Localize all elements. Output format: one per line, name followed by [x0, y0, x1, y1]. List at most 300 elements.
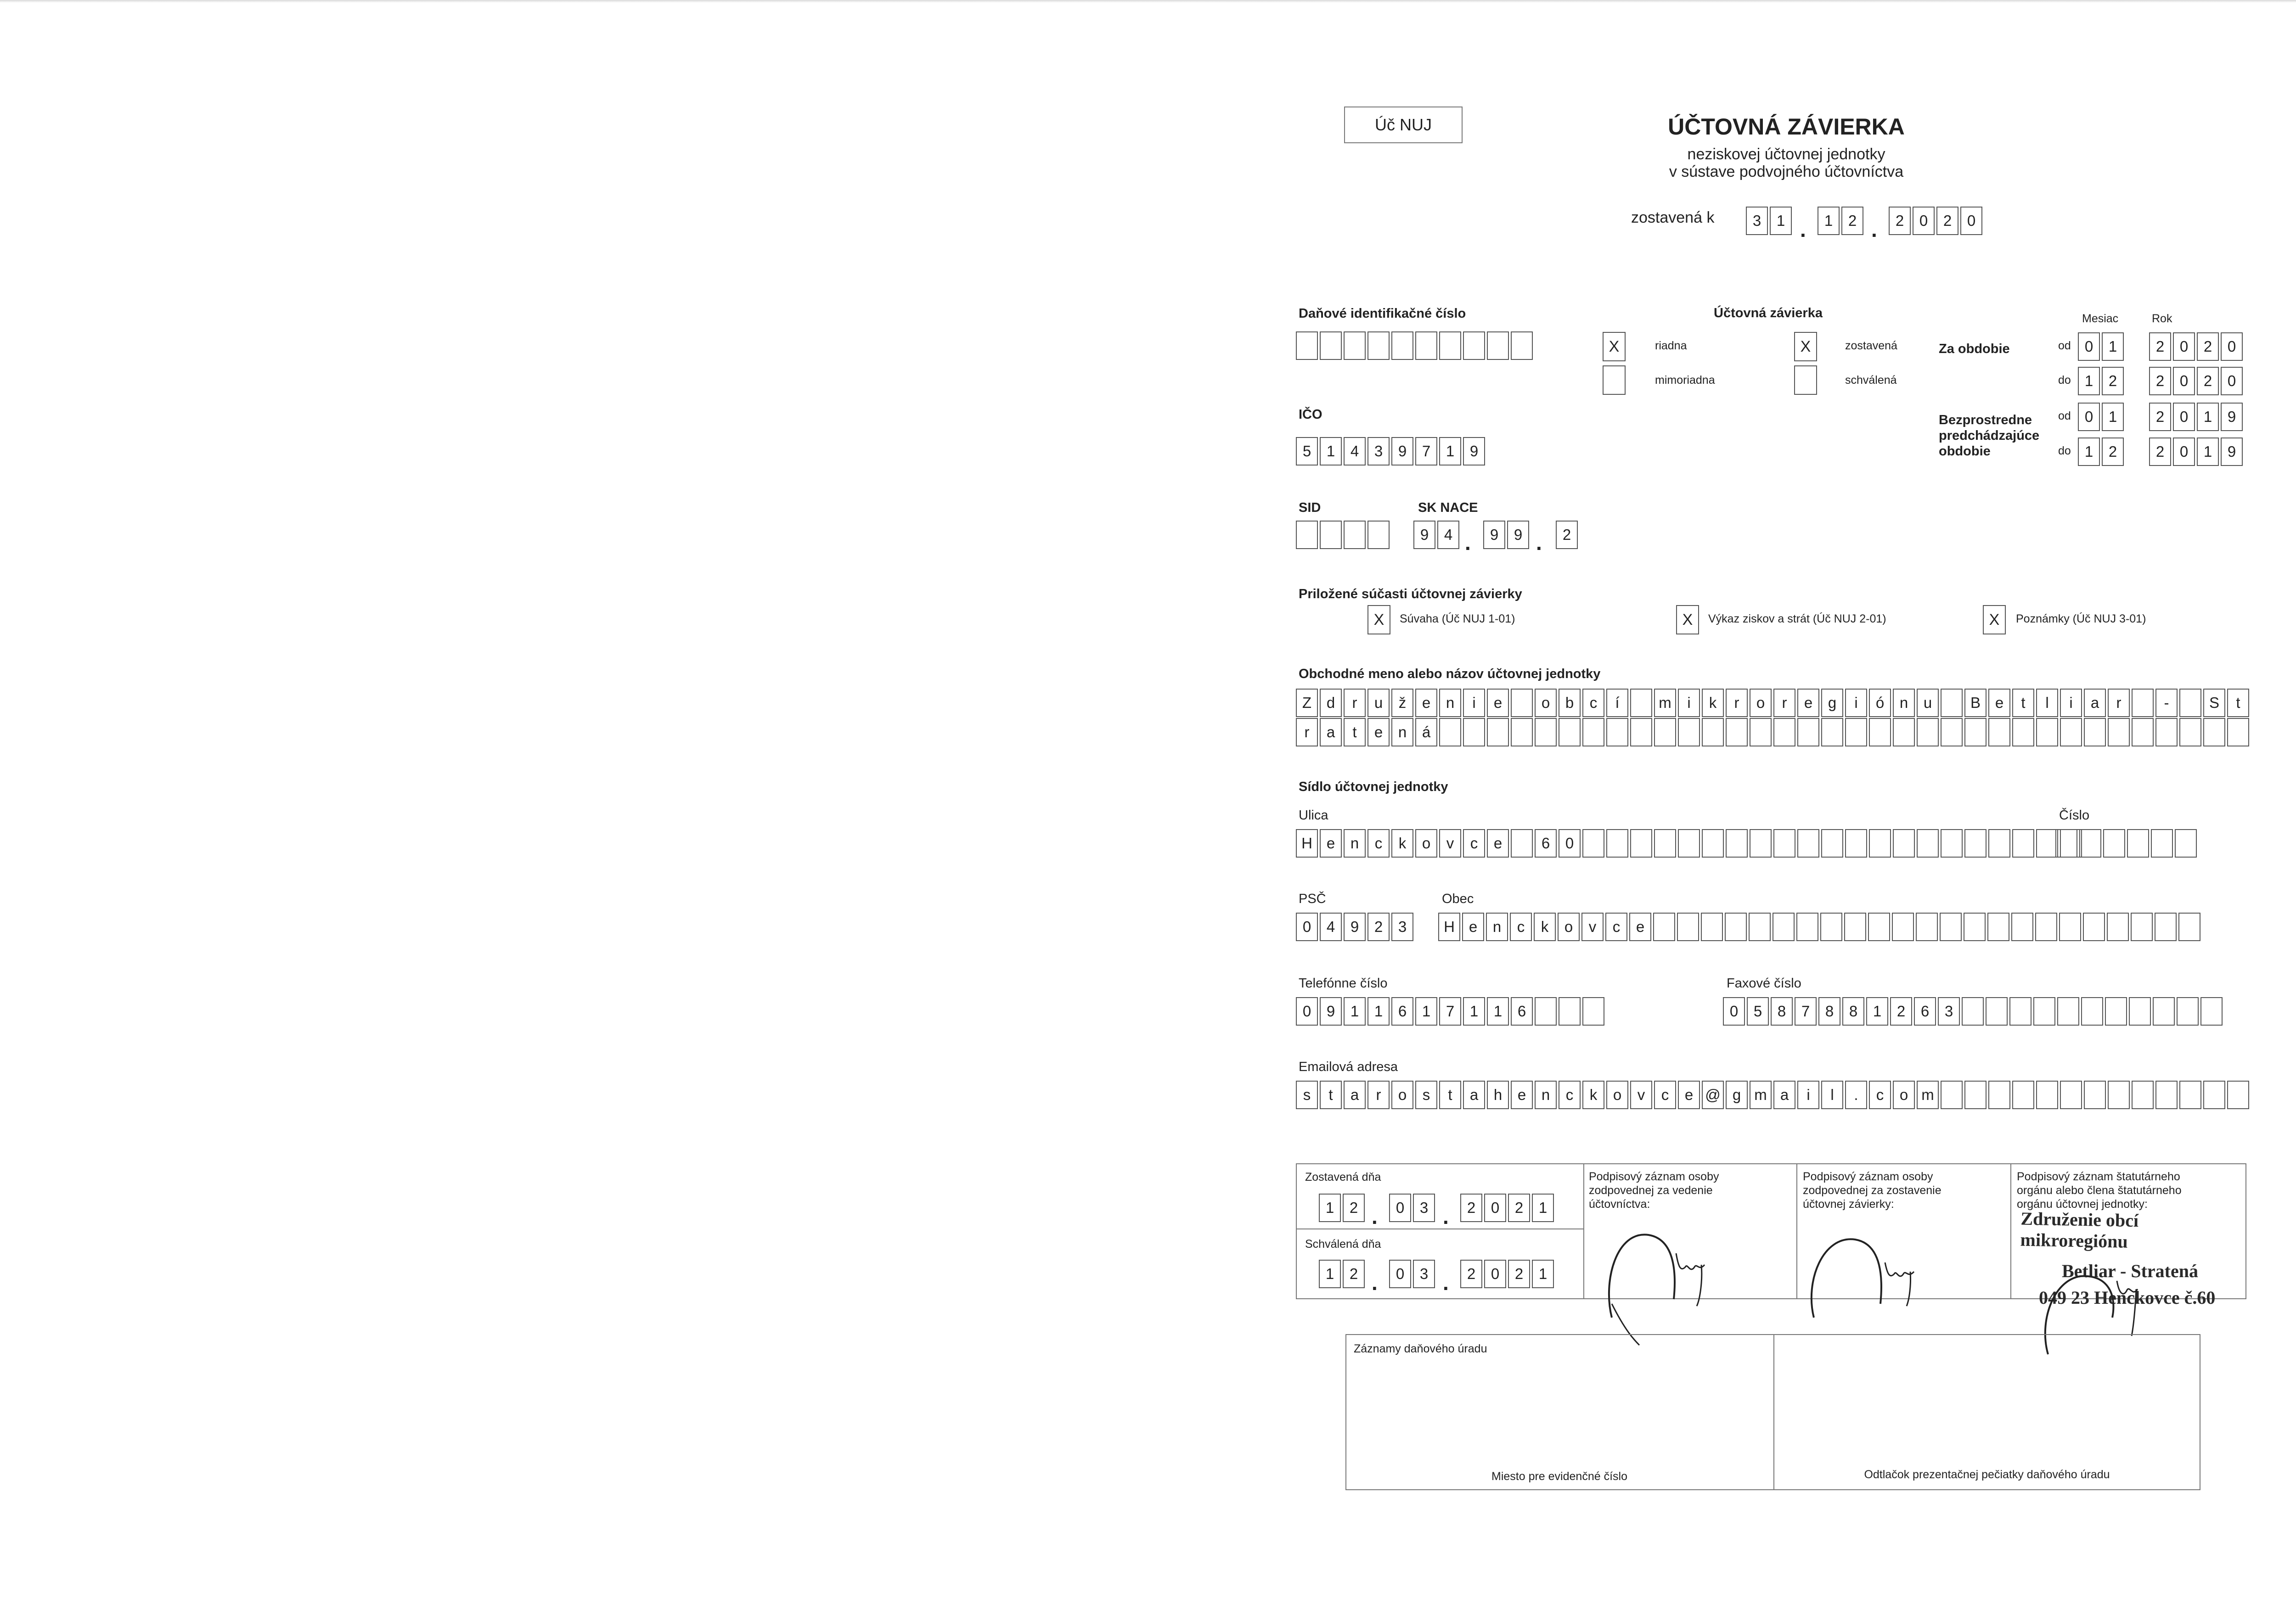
char-box[interactable]: [2155, 718, 2178, 746]
char-box[interactable]: [1964, 1081, 1986, 1109]
char-box[interactable]: 2: [1936, 207, 1958, 235]
char-box[interactable]: [1653, 913, 1675, 941]
char-box[interactable]: [1962, 997, 1984, 1026]
char-box[interactable]: t: [1344, 718, 1366, 746]
char-box[interactable]: [1582, 997, 1604, 1026]
char-box[interactable]: 1: [2197, 438, 2219, 466]
char-box[interactable]: c: [1582, 689, 1604, 717]
char-box[interactable]: [1964, 913, 1986, 941]
char-box[interactable]: [1820, 913, 1842, 941]
char-box[interactable]: 9: [1507, 521, 1529, 549]
char-box[interactable]: [1320, 331, 1342, 360]
char-box[interactable]: c: [1463, 829, 1485, 858]
char-box[interactable]: [1796, 913, 1818, 941]
char-box[interactable]: 8: [1771, 997, 1793, 1026]
char-box[interactable]: [2079, 829, 2101, 858]
char-box[interactable]: 0: [2173, 332, 2195, 361]
char-box[interactable]: [1678, 829, 1700, 858]
char-box[interactable]: [1511, 689, 1533, 717]
char-box[interactable]: a: [1344, 1081, 1366, 1109]
char-box[interactable]: [1941, 718, 1963, 746]
char-box[interactable]: [2203, 718, 2225, 746]
char-box[interactable]: 6: [1511, 997, 1533, 1026]
char-box[interactable]: [1487, 331, 1509, 360]
char-box[interactable]: [1606, 829, 1628, 858]
char-box[interactable]: [2179, 718, 2201, 746]
char-box[interactable]: 2: [2197, 367, 2219, 395]
char-box[interactable]: ó: [1869, 689, 1891, 717]
char-box[interactable]: l: [1821, 1081, 1843, 1109]
char-box[interactable]: 9: [2221, 403, 2243, 431]
char-box[interactable]: r: [1726, 689, 1748, 717]
char-box[interactable]: [1917, 718, 1939, 746]
char-box[interactable]: h: [1487, 1081, 1509, 1109]
char-box[interactable]: [1941, 829, 1963, 858]
char-box[interactable]: g: [1821, 689, 1843, 717]
approved-checkbox[interactable]: [1794, 365, 1817, 395]
char-box[interactable]: 3: [1938, 997, 1960, 1026]
char-box[interactable]: H: [1296, 829, 1318, 858]
char-box[interactable]: k: [1534, 913, 1556, 941]
char-box[interactable]: [1916, 913, 1938, 941]
char-box[interactable]: n: [1391, 718, 1413, 746]
char-box[interactable]: [1702, 829, 1724, 858]
char-box[interactable]: [2131, 913, 2153, 941]
char-box[interactable]: 8: [1818, 997, 1840, 1026]
char-box[interactable]: e: [1988, 689, 2010, 717]
char-box[interactable]: -: [2155, 689, 2178, 717]
char-box[interactable]: 1: [2102, 332, 2124, 361]
char-box[interactable]: 2: [1890, 997, 1912, 1026]
char-box[interactable]: c: [1654, 1081, 1676, 1109]
char-box[interactable]: [1869, 718, 1891, 746]
char-box[interactable]: B: [1964, 689, 1986, 717]
char-box[interactable]: [1988, 829, 2010, 858]
char-box[interactable]: [2036, 829, 2058, 858]
char-box[interactable]: 1: [1319, 1260, 1341, 1288]
char-box[interactable]: [1439, 718, 1461, 746]
char-box[interactable]: [1940, 913, 1962, 941]
char-box[interactable]: [1702, 718, 1724, 746]
char-box[interactable]: a: [1773, 1081, 1795, 1109]
char-box[interactable]: 0: [1296, 913, 1318, 941]
char-box[interactable]: 3: [1413, 1260, 1435, 1288]
char-box[interactable]: 2: [1460, 1194, 1482, 1222]
char-box[interactable]: [1726, 829, 1748, 858]
char-box[interactable]: e: [1487, 689, 1509, 717]
char-box[interactable]: [2083, 913, 2105, 941]
char-box[interactable]: [2200, 997, 2223, 1026]
char-box[interactable]: [2151, 829, 2173, 858]
char-box[interactable]: 1: [1415, 997, 1437, 1026]
char-box[interactable]: 0: [1484, 1260, 1506, 1288]
char-box[interactable]: [2036, 1081, 2058, 1109]
char-box[interactable]: t: [1320, 1081, 1342, 1109]
char-box[interactable]: [1893, 718, 1915, 746]
char-box[interactable]: [1559, 718, 1581, 746]
char-box[interactable]: [1797, 718, 1819, 746]
char-box[interactable]: v: [1439, 829, 1461, 858]
char-box[interactable]: s: [1415, 1081, 1437, 1109]
char-box[interactable]: [2153, 997, 2175, 1026]
char-box[interactable]: [2060, 718, 2082, 746]
char-box[interactable]: 2: [1460, 1260, 1482, 1288]
char-box[interactable]: 1: [2102, 403, 2124, 431]
char-box[interactable]: 2: [1367, 913, 1390, 941]
char-box[interactable]: [2059, 913, 2081, 941]
char-box[interactable]: [1749, 913, 1771, 941]
char-box[interactable]: 1: [1818, 207, 1840, 235]
char-box[interactable]: u: [1367, 689, 1390, 717]
balance-sheet-checkbox[interactable]: X: [1367, 605, 1390, 634]
char-box[interactable]: [1344, 521, 1366, 549]
char-box[interactable]: 2: [1508, 1260, 1530, 1288]
char-box[interactable]: 1: [2078, 367, 2100, 395]
char-box[interactable]: [1986, 997, 2008, 1026]
char-box[interactable]: 9: [1344, 913, 1366, 941]
char-box[interactable]: á: [1415, 718, 1437, 746]
char-box[interactable]: a: [1320, 718, 1342, 746]
char-box[interactable]: [1463, 718, 1485, 746]
char-box[interactable]: [1559, 997, 1581, 1026]
char-box[interactable]: [2009, 997, 2032, 1026]
char-box[interactable]: [2227, 1081, 2249, 1109]
char-box[interactable]: [2203, 1081, 2225, 1109]
char-box[interactable]: 1: [1532, 1260, 1554, 1288]
char-box[interactable]: 2: [2102, 367, 2124, 395]
char-box[interactable]: 9: [1413, 521, 1435, 549]
char-box[interactable]: r: [1296, 718, 1318, 746]
char-box[interactable]: [2035, 913, 2057, 941]
char-box[interactable]: c: [1559, 1081, 1581, 1109]
char-box[interactable]: 1: [1367, 997, 1390, 1026]
char-box[interactable]: [1773, 718, 1795, 746]
char-box[interactable]: [2012, 718, 2034, 746]
char-box[interactable]: 1: [1439, 437, 1461, 466]
char-box[interactable]: [2108, 1081, 2130, 1109]
char-box[interactable]: 4: [1437, 521, 1459, 549]
char-box[interactable]: 4: [1320, 913, 1342, 941]
char-box[interactable]: 8: [1842, 997, 1864, 1026]
char-box[interactable]: [2177, 997, 2199, 1026]
char-box[interactable]: e: [1678, 1081, 1700, 1109]
char-box[interactable]: 0: [2221, 332, 2243, 361]
char-box[interactable]: 3: [1413, 1194, 1435, 1222]
char-box[interactable]: [1726, 718, 1748, 746]
char-box[interactable]: 3: [1391, 913, 1413, 941]
char-box[interactable]: [1415, 331, 1437, 360]
char-box[interactable]: i: [1463, 689, 1485, 717]
char-box[interactable]: [1391, 331, 1413, 360]
char-box[interactable]: 5: [1296, 437, 1318, 466]
char-box[interactable]: k: [1391, 829, 1413, 858]
income-statement-checkbox[interactable]: X: [1676, 605, 1699, 634]
char-box[interactable]: [1869, 829, 1891, 858]
char-box[interactable]: 2: [2149, 438, 2171, 466]
char-box[interactable]: 0: [2173, 367, 2195, 395]
char-box[interactable]: [1654, 718, 1676, 746]
char-box[interactable]: b: [1559, 689, 1581, 717]
char-box[interactable]: [1367, 521, 1390, 549]
char-box[interactable]: i: [1797, 1081, 1819, 1109]
char-box[interactable]: n: [1344, 829, 1366, 858]
char-box[interactable]: [1511, 829, 1533, 858]
char-box[interactable]: [1773, 913, 1795, 941]
char-box[interactable]: e: [1487, 829, 1509, 858]
char-box[interactable]: 9: [1463, 437, 1485, 466]
char-box[interactable]: 1: [1319, 1194, 1341, 1222]
char-box[interactable]: 0: [2173, 403, 2195, 431]
char-box[interactable]: n: [1893, 689, 1915, 717]
char-box[interactable]: 2: [1556, 521, 1578, 549]
char-box[interactable]: c: [1605, 913, 1627, 941]
char-box[interactable]: Z: [1296, 689, 1318, 717]
char-box[interactable]: o: [1893, 1081, 1915, 1109]
char-box[interactable]: 2: [1889, 207, 1911, 235]
char-box[interactable]: [2060, 1081, 2082, 1109]
char-box[interactable]: [1487, 718, 1509, 746]
char-box[interactable]: k: [1582, 1081, 1604, 1109]
char-box[interactable]: 0: [2221, 367, 2243, 395]
char-box[interactable]: 7: [1439, 997, 1461, 1026]
char-box[interactable]: o: [1558, 913, 1580, 941]
char-box[interactable]: i: [1678, 689, 1700, 717]
char-box[interactable]: .: [1845, 1081, 1867, 1109]
char-box[interactable]: 0: [1723, 997, 1745, 1026]
char-box[interactable]: [1964, 718, 1986, 746]
char-box[interactable]: 0: [2173, 438, 2195, 466]
char-box[interactable]: [1750, 718, 1772, 746]
char-box[interactable]: [1773, 829, 1795, 858]
char-box[interactable]: 9: [1320, 997, 1342, 1026]
char-box[interactable]: [1296, 331, 1318, 360]
char-box[interactable]: n: [1439, 689, 1461, 717]
char-box[interactable]: 2: [2149, 403, 2171, 431]
char-box[interactable]: l: [2036, 689, 2058, 717]
char-box[interactable]: 1: [1487, 997, 1509, 1026]
char-box[interactable]: 0: [1913, 207, 1935, 235]
char-box[interactable]: m: [1654, 689, 1676, 717]
char-box[interactable]: s: [1296, 1081, 1318, 1109]
char-box[interactable]: 3: [1367, 437, 1390, 466]
char-box[interactable]: [1821, 829, 1843, 858]
char-box[interactable]: 7: [1795, 997, 1817, 1026]
char-box[interactable]: a: [1463, 1081, 1485, 1109]
char-box[interactable]: [2103, 829, 2125, 858]
char-box[interactable]: 6: [1535, 829, 1557, 858]
char-box[interactable]: 2: [1343, 1260, 1365, 1288]
char-box[interactable]: c: [1510, 913, 1532, 941]
char-box[interactable]: 1: [1463, 997, 1485, 1026]
char-box[interactable]: 1: [1532, 1194, 1554, 1222]
char-box[interactable]: e: [1797, 689, 1819, 717]
char-box[interactable]: [2036, 718, 2058, 746]
char-box[interactable]: [2105, 997, 2127, 1026]
char-box[interactable]: [1845, 829, 1867, 858]
char-box[interactable]: 9: [1391, 437, 1413, 466]
char-box[interactable]: [1917, 829, 1939, 858]
char-box[interactable]: [2084, 1081, 2106, 1109]
char-box[interactable]: v: [1630, 1081, 1652, 1109]
char-box[interactable]: [2081, 997, 2103, 1026]
char-box[interactable]: [2055, 829, 2077, 858]
char-box[interactable]: [1892, 913, 1914, 941]
char-box[interactable]: v: [1581, 913, 1604, 941]
char-box[interactable]: [1320, 521, 1342, 549]
char-box[interactable]: @: [1702, 1081, 1724, 1109]
char-box[interactable]: [1893, 829, 1915, 858]
char-box[interactable]: 0: [1389, 1194, 1411, 1222]
char-box[interactable]: o: [1606, 1081, 1628, 1109]
char-box[interactable]: 1: [1866, 997, 1888, 1026]
char-box[interactable]: [1511, 718, 1533, 746]
char-box[interactable]: [1868, 913, 1890, 941]
char-box[interactable]: [1988, 1081, 2010, 1109]
char-box[interactable]: [2033, 997, 2055, 1026]
char-box[interactable]: e: [1320, 829, 1342, 858]
char-box[interactable]: n: [1535, 1081, 1557, 1109]
char-box[interactable]: 4: [1344, 437, 1366, 466]
char-box[interactable]: 1: [1344, 997, 1366, 1026]
char-box[interactable]: [2227, 718, 2249, 746]
char-box[interactable]: í: [1606, 689, 1628, 717]
char-box[interactable]: [2107, 913, 2129, 941]
char-box[interactable]: 5: [1747, 997, 1769, 1026]
char-box[interactable]: [1821, 718, 1843, 746]
char-box[interactable]: [1582, 829, 1604, 858]
char-box[interactable]: 0: [1484, 1194, 1506, 1222]
char-box[interactable]: e: [1462, 913, 1484, 941]
char-box[interactable]: o: [1391, 1081, 1413, 1109]
char-box[interactable]: [2127, 829, 2149, 858]
char-box[interactable]: 1: [2078, 438, 2100, 466]
char-box[interactable]: 0: [1296, 997, 1318, 1026]
char-box[interactable]: o: [1750, 689, 1772, 717]
char-box[interactable]: [1606, 718, 1628, 746]
char-box[interactable]: r: [1773, 689, 1795, 717]
char-box[interactable]: c: [1367, 829, 1390, 858]
char-box[interactable]: 2: [1343, 1194, 1365, 1222]
char-box[interactable]: S: [2203, 689, 2225, 717]
char-box[interactable]: t: [1439, 1081, 1461, 1109]
char-box[interactable]: m: [1750, 1081, 1772, 1109]
char-box[interactable]: 7: [1415, 437, 1437, 466]
char-box[interactable]: 2: [2149, 367, 2171, 395]
char-box[interactable]: [1701, 913, 1723, 941]
char-box[interactable]: [2175, 829, 2197, 858]
char-box[interactable]: t: [2012, 689, 2034, 717]
char-box[interactable]: 2: [2197, 332, 2219, 361]
char-box[interactable]: o: [1535, 689, 1557, 717]
char-box[interactable]: [1535, 718, 1557, 746]
char-box[interactable]: g: [1726, 1081, 1748, 1109]
regular-checkbox[interactable]: X: [1603, 332, 1626, 361]
char-box[interactable]: [1654, 829, 1676, 858]
char-box[interactable]: [2179, 689, 2201, 717]
char-box[interactable]: k: [1702, 689, 1724, 717]
char-box[interactable]: [1797, 829, 1819, 858]
char-box[interactable]: [1988, 718, 2010, 746]
char-box[interactable]: 0: [1559, 829, 1581, 858]
char-box[interactable]: [1845, 718, 1867, 746]
char-box[interactable]: [1296, 521, 1318, 549]
char-box[interactable]: 2: [2149, 332, 2171, 361]
char-box[interactable]: [1630, 689, 1652, 717]
char-box[interactable]: 2: [1841, 207, 1863, 235]
char-box[interactable]: 1: [1320, 437, 1342, 466]
char-box[interactable]: e: [1415, 689, 1437, 717]
char-box[interactable]: [1535, 997, 1557, 1026]
char-box[interactable]: e: [1367, 718, 1390, 746]
char-box[interactable]: [2011, 913, 2033, 941]
char-box[interactable]: 2: [2102, 438, 2124, 466]
char-box[interactable]: 6: [1391, 997, 1413, 1026]
char-box[interactable]: 1: [1770, 207, 1792, 235]
char-box[interactable]: 9: [2221, 438, 2243, 466]
char-box[interactable]: 2: [1508, 1194, 1530, 1222]
notes-checkbox[interactable]: X: [1983, 605, 2006, 634]
char-box[interactable]: c: [1869, 1081, 1891, 1109]
char-box[interactable]: [2129, 997, 2151, 1026]
char-box[interactable]: n: [1486, 913, 1508, 941]
char-box[interactable]: [1439, 331, 1461, 360]
char-box[interactable]: [2132, 689, 2154, 717]
char-box[interactable]: 6: [1914, 997, 1936, 1026]
char-box[interactable]: d: [1320, 689, 1342, 717]
char-box[interactable]: [1750, 829, 1772, 858]
char-box[interactable]: ž: [1391, 689, 1413, 717]
char-box[interactable]: [2084, 718, 2106, 746]
char-box[interactable]: [2057, 997, 2079, 1026]
char-box[interactable]: [1964, 829, 1986, 858]
char-box[interactable]: 1: [2197, 403, 2219, 431]
char-box[interactable]: [2155, 1081, 2178, 1109]
char-box[interactable]: 9: [1483, 521, 1505, 549]
char-box[interactable]: [1725, 913, 1747, 941]
char-box[interactable]: a: [2084, 689, 2106, 717]
extraordinary-checkbox[interactable]: [1603, 365, 1626, 395]
compiled-checkbox[interactable]: X: [1794, 332, 1817, 361]
char-box[interactable]: r: [1367, 1081, 1390, 1109]
char-box[interactable]: [2012, 829, 2034, 858]
char-box[interactable]: [1987, 913, 2009, 941]
char-box[interactable]: [1344, 331, 1366, 360]
char-box[interactable]: [1677, 913, 1699, 941]
char-box[interactable]: [1941, 689, 1963, 717]
char-box[interactable]: e: [1511, 1081, 1533, 1109]
char-box[interactable]: [1678, 718, 1700, 746]
char-box[interactable]: [1463, 331, 1485, 360]
char-box[interactable]: H: [1438, 913, 1460, 941]
char-box[interactable]: [2132, 1081, 2154, 1109]
char-box[interactable]: [1367, 331, 1390, 360]
char-box[interactable]: u: [1917, 689, 1939, 717]
char-box[interactable]: t: [2227, 689, 2249, 717]
char-box[interactable]: [2108, 718, 2130, 746]
char-box[interactable]: [1630, 718, 1652, 746]
char-box[interactable]: m: [1917, 1081, 1939, 1109]
char-box[interactable]: e: [1629, 913, 1651, 941]
char-box[interactable]: 3: [1746, 207, 1768, 235]
char-box[interactable]: 0: [1389, 1260, 1411, 1288]
char-box[interactable]: [1844, 913, 1866, 941]
char-box[interactable]: r: [1344, 689, 1366, 717]
char-box[interactable]: [1630, 829, 1652, 858]
char-box[interactable]: i: [1845, 689, 1867, 717]
char-box[interactable]: [1941, 1081, 1963, 1109]
char-box[interactable]: [2012, 1081, 2034, 1109]
char-box[interactable]: [1511, 331, 1533, 360]
